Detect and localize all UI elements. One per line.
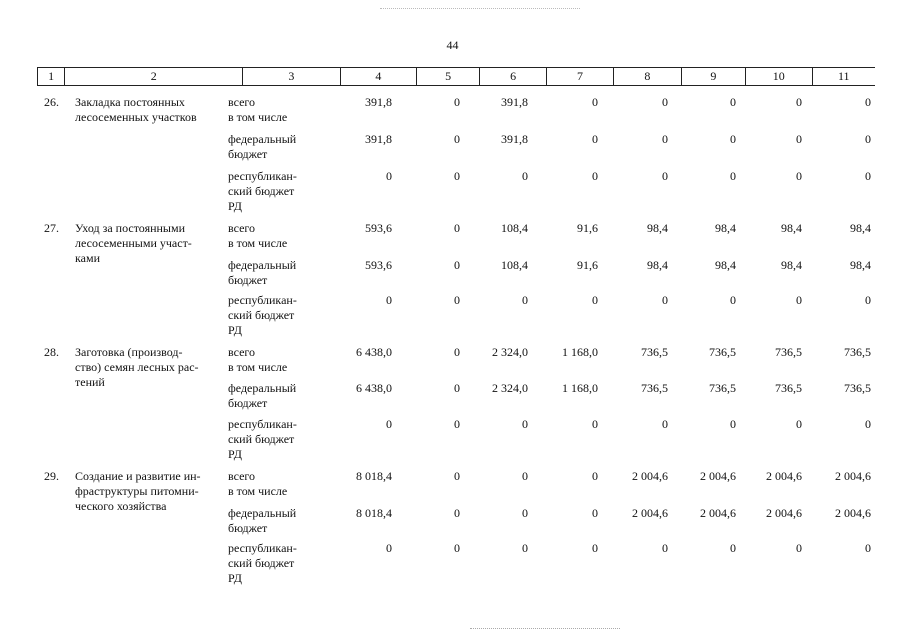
row-number: 27. [44, 221, 59, 235]
source-label: бюджет [228, 273, 268, 287]
source-label: в том числе [228, 360, 288, 374]
subrow-regional [0, 417, 905, 461]
value-col-4: 0 [386, 169, 392, 183]
value-col-6: 2 324,0 [492, 381, 528, 395]
value-col-9: 0 [730, 132, 736, 146]
value-col-11: 736,5 [844, 345, 871, 359]
value-col-9: 0 [730, 417, 736, 431]
value-col-10: 0 [796, 541, 802, 555]
subrow-federal [0, 381, 905, 410]
value-col-5: 0 [454, 221, 460, 235]
value-col-11: 0 [865, 417, 871, 431]
value-col-8: 98,4 [647, 258, 668, 272]
value-col-8: 0 [662, 169, 668, 183]
value-col-11: 0 [865, 293, 871, 307]
value-col-8: 0 [662, 417, 668, 431]
value-col-5: 0 [454, 132, 460, 146]
value-col-7: 0 [592, 469, 598, 483]
source-label: всего [228, 469, 256, 483]
value-col-7: 0 [592, 506, 598, 520]
value-col-11: 98,4 [850, 258, 871, 272]
value-col-4: 8 018,4 [356, 506, 392, 520]
value-col-8: 0 [662, 95, 668, 109]
value-col-6: 108,4 [501, 258, 528, 272]
value-col-6: 2 324,0 [492, 345, 528, 359]
row-number: 29. [44, 469, 59, 483]
value-col-11: 736,5 [844, 381, 871, 395]
header-col-11: 11 [837, 69, 850, 83]
value-col-10: 0 [796, 169, 802, 183]
header-col-3: 3 [243, 68, 341, 85]
header-col-1: 1 [37, 68, 65, 85]
source-label: ский бюджет [228, 184, 295, 198]
value-col-5: 0 [454, 381, 460, 395]
value-col-9: 736,5 [709, 345, 736, 359]
subrow-federal [0, 506, 905, 535]
source-label: всего [228, 221, 256, 235]
value-col-11: 2 004,6 [835, 469, 871, 483]
subrow-federal [0, 132, 905, 161]
value-col-11: 0 [865, 132, 871, 146]
value-col-4: 0 [386, 541, 392, 555]
source-label: ский бюджет [228, 432, 295, 446]
source-label: РД [228, 571, 242, 585]
row-name-line: тений [75, 375, 105, 389]
source-label: РД [228, 323, 242, 337]
value-col-6: 108,4 [501, 221, 528, 235]
value-col-4: 391,8 [365, 95, 392, 109]
source-label: в том числе [228, 110, 288, 124]
value-col-5: 0 [454, 541, 460, 555]
source-label: федеральный [228, 381, 297, 395]
value-col-10: 0 [796, 95, 802, 109]
row-name-line: лесосеменных участков [75, 110, 197, 124]
header-col-6: 6 [480, 68, 546, 85]
scan-noise-bottom [470, 628, 620, 633]
value-col-6: 391,8 [501, 132, 528, 146]
value-col-6: 0 [522, 293, 528, 307]
scan-noise-top [380, 8, 580, 15]
table-header-row [37, 67, 875, 86]
value-col-9: 0 [730, 169, 736, 183]
source-label: республикан- [228, 293, 297, 307]
source-label: бюджет [228, 147, 268, 161]
value-col-7: 0 [592, 95, 598, 109]
value-col-8: 2 004,6 [632, 469, 668, 483]
page-number: 44 [446, 38, 459, 52]
value-col-5: 0 [454, 417, 460, 431]
value-col-10: 2 004,6 [766, 506, 802, 520]
value-col-5: 0 [454, 469, 460, 483]
header-col-10: 10 [746, 68, 812, 85]
source-label: всего [228, 95, 256, 109]
value-col-6: 391,8 [501, 95, 528, 109]
value-col-7: 0 [592, 417, 598, 431]
source-label: республикан- [228, 417, 297, 431]
value-col-6: 0 [522, 169, 528, 183]
value-col-4: 0 [386, 293, 392, 307]
row-name-line: Уход за постоянными [75, 221, 186, 235]
row-name-line: ками [75, 251, 100, 265]
value-col-9: 2 004,6 [700, 469, 736, 483]
value-col-10: 2 004,6 [766, 469, 802, 483]
value-col-11: 98,4 [850, 221, 871, 235]
header-col-9: 9 [682, 68, 746, 85]
value-col-8: 2 004,6 [632, 506, 668, 520]
row-name-line: ческого хозяйства [75, 499, 167, 513]
value-col-6: 0 [522, 469, 528, 483]
value-col-9: 0 [730, 95, 736, 109]
value-col-6: 0 [522, 541, 528, 555]
value-col-7: 0 [592, 169, 598, 183]
row-name-line: Закладка постоянных [75, 95, 185, 109]
value-col-6: 0 [522, 506, 528, 520]
value-col-9: 0 [730, 293, 736, 307]
value-col-8: 0 [662, 293, 668, 307]
source-label: федеральный [228, 258, 297, 272]
value-col-4: 6 438,0 [356, 345, 392, 359]
subrow-regional [0, 169, 905, 213]
value-col-4: 593,6 [365, 221, 392, 235]
value-col-5: 0 [454, 95, 460, 109]
header-col-7: 7 [547, 68, 614, 85]
value-col-5: 0 [454, 293, 460, 307]
row-name-line: ство) семян лесных рас- [75, 360, 199, 374]
row-name-line: лесосеменными участ- [75, 236, 192, 250]
subrow-regional [0, 293, 905, 337]
value-col-9: 736,5 [709, 381, 736, 395]
row-name-line: Создание и развитие ин- [75, 469, 201, 483]
value-col-11: 0 [865, 95, 871, 109]
source-label: в том числе [228, 484, 288, 498]
value-col-10: 736,5 [775, 345, 802, 359]
subrow-regional [0, 541, 905, 585]
value-col-4: 8 018,4 [356, 469, 392, 483]
value-col-4: 391,8 [365, 132, 392, 146]
value-col-11: 0 [865, 541, 871, 555]
value-col-10: 0 [796, 132, 802, 146]
source-label: РД [228, 447, 242, 461]
source-label: бюджет [228, 521, 268, 535]
source-label: в том числе [228, 236, 288, 250]
value-col-6: 0 [522, 417, 528, 431]
header-col-4: 4 [341, 68, 417, 85]
value-col-7: 91,6 [577, 258, 598, 272]
value-col-10: 0 [796, 293, 802, 307]
source-label: ский бюджет [228, 308, 295, 322]
value-col-7: 0 [592, 132, 598, 146]
row-name-line: Заготовка (производ- [75, 345, 183, 359]
source-label: республикан- [228, 541, 297, 555]
header-col-5: 5 [417, 68, 480, 85]
source-label: ский бюджет [228, 556, 295, 570]
value-col-10: 0 [796, 417, 802, 431]
value-col-8: 98,4 [647, 221, 668, 235]
value-col-5: 0 [454, 506, 460, 520]
value-col-4: 0 [386, 417, 392, 431]
value-col-4: 593,6 [365, 258, 392, 272]
source-label: федеральный [228, 506, 297, 520]
value-col-9: 98,4 [715, 221, 736, 235]
value-col-7: 0 [592, 293, 598, 307]
value-col-7: 0 [592, 541, 598, 555]
value-col-9: 98,4 [715, 258, 736, 272]
value-col-8: 736,5 [641, 381, 668, 395]
value-col-5: 0 [454, 258, 460, 272]
source-label: РД [228, 199, 242, 213]
value-col-11: 0 [865, 169, 871, 183]
value-col-5: 0 [454, 345, 460, 359]
source-label: всего [228, 345, 256, 359]
value-col-5: 0 [454, 169, 460, 183]
value-col-8: 736,5 [641, 345, 668, 359]
value-col-8: 0 [662, 132, 668, 146]
value-col-8: 0 [662, 541, 668, 555]
value-col-10: 98,4 [781, 258, 802, 272]
value-col-10: 98,4 [781, 221, 802, 235]
source-label: республикан- [228, 169, 297, 183]
value-col-7: 1 168,0 [562, 345, 598, 359]
value-col-11: 2 004,6 [835, 506, 871, 520]
row-number: 26. [44, 95, 59, 109]
row-name-line: фраструктуры питомни- [75, 484, 199, 498]
value-col-10: 736,5 [775, 381, 802, 395]
value-col-7: 1 168,0 [562, 381, 598, 395]
value-col-7: 91,6 [577, 221, 598, 235]
header-col-8: 8 [614, 68, 681, 85]
value-col-9: 2 004,6 [700, 506, 736, 520]
subrow-federal [0, 258, 905, 287]
value-col-4: 6 438,0 [356, 381, 392, 395]
row-number: 28. [44, 345, 59, 359]
source-label: бюджет [228, 396, 268, 410]
value-col-9: 0 [730, 541, 736, 555]
header-col-2: 2 [65, 68, 243, 85]
source-label: федеральный [228, 132, 297, 146]
